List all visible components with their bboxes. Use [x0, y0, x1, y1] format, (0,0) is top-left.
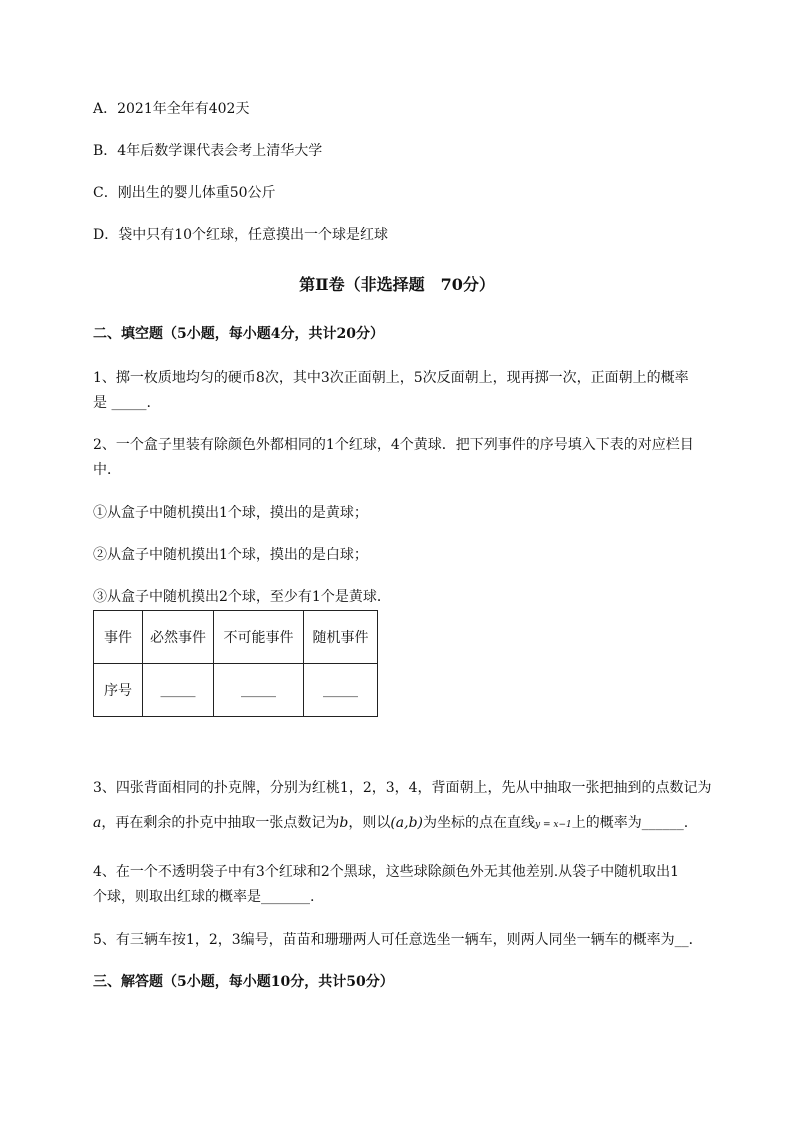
- table-row: [94, 664, 378, 717]
- q1-line2: 是 _____.: [93, 395, 151, 411]
- part2-title: 第Ⅱ卷（非选择题 70分）: [299, 275, 495, 294]
- q2-item-2: ②从盒子中随机摸出1个球，摸出的是白球；: [93, 547, 368, 563]
- answer-blank: _____: [304, 664, 378, 717]
- q2-item-3: ③从盒子中随机摸出2个球，至少有1个是黄球．: [93, 589, 391, 605]
- q3-line1: 3、四张背面相同的扑克牌，分别为红桃1，2，3，4，背面朝上，先从中抽取一张把抽到的点数记为: [93, 780, 712, 796]
- q3-text: 为坐标的点在直线: [423, 815, 536, 831]
- q4-line2: 个球，则取出红球的概率是_______.: [93, 889, 315, 905]
- option-c: C．刚出生的婴儿体重50公斤: [93, 185, 276, 201]
- q2-line2: 中．: [93, 462, 121, 478]
- line-equation: y = x−1: [535, 820, 572, 830]
- var-b: b: [339, 815, 349, 831]
- q3-text: ，再在剩余的扑克中抽取一张点数记为: [101, 815, 340, 831]
- var-a: a: [93, 815, 102, 831]
- table-row-label: 序号: [94, 664, 143, 717]
- option-b: B．4年后数学课代表会考上清华大学: [93, 143, 323, 159]
- answer-blank: _____: [143, 664, 214, 717]
- q2-line1: 2、一个盒子里装有除颜色外都相同的1个红球，4个黄球．把下列事件的序号填入下表的对应栏目: [93, 437, 694, 453]
- answer-blank: _____: [214, 664, 304, 717]
- option-d: D．袋中只有10个红球，任意摸出一个球是红球: [93, 227, 389, 243]
- point-ab: (a,b): [390, 815, 424, 831]
- q1-line1: 1、掷一枚质地均匀的硬币8次，其中3次正面朝上，5次反面朝上，现再掷一次，正面朝上的概率: [93, 370, 689, 386]
- option-a: A．2021年全年有402天: [93, 101, 250, 117]
- table-header-cell: 随机事件: [304, 611, 378, 664]
- section2-heading: 二、填空题（5小题，每小题4分，共计20分）: [93, 326, 384, 342]
- q2-item-1: ①从盒子中随机摸出1个球，摸出的是黄球；: [93, 505, 368, 521]
- q3-line2: [93, 813, 688, 835]
- table-header-cell: 必然事件: [143, 611, 214, 664]
- event-table: [93, 610, 378, 717]
- table-header-cell: 事件: [94, 611, 143, 664]
- q3-text: 上的概率为______.: [571, 815, 689, 831]
- q5-line1: 5、有三辆车按1，2，3编号，苗苗和珊珊两人可任意选坐一辆车，则两人同坐一辆车的概率为__．: [93, 932, 703, 948]
- q4-line1: 4、在一个不透明袋子中有3个红球和2个黑球，这些球除颜色外无其他差别.从袋子中随机取出1: [93, 864, 680, 880]
- table-header-row: [94, 611, 378, 664]
- section3-heading: 三、解答题（5小题，每小题10分，共计50分）: [93, 974, 394, 990]
- q3-text: ，则以: [348, 815, 391, 831]
- table-header-cell: 不可能事件: [214, 611, 304, 664]
